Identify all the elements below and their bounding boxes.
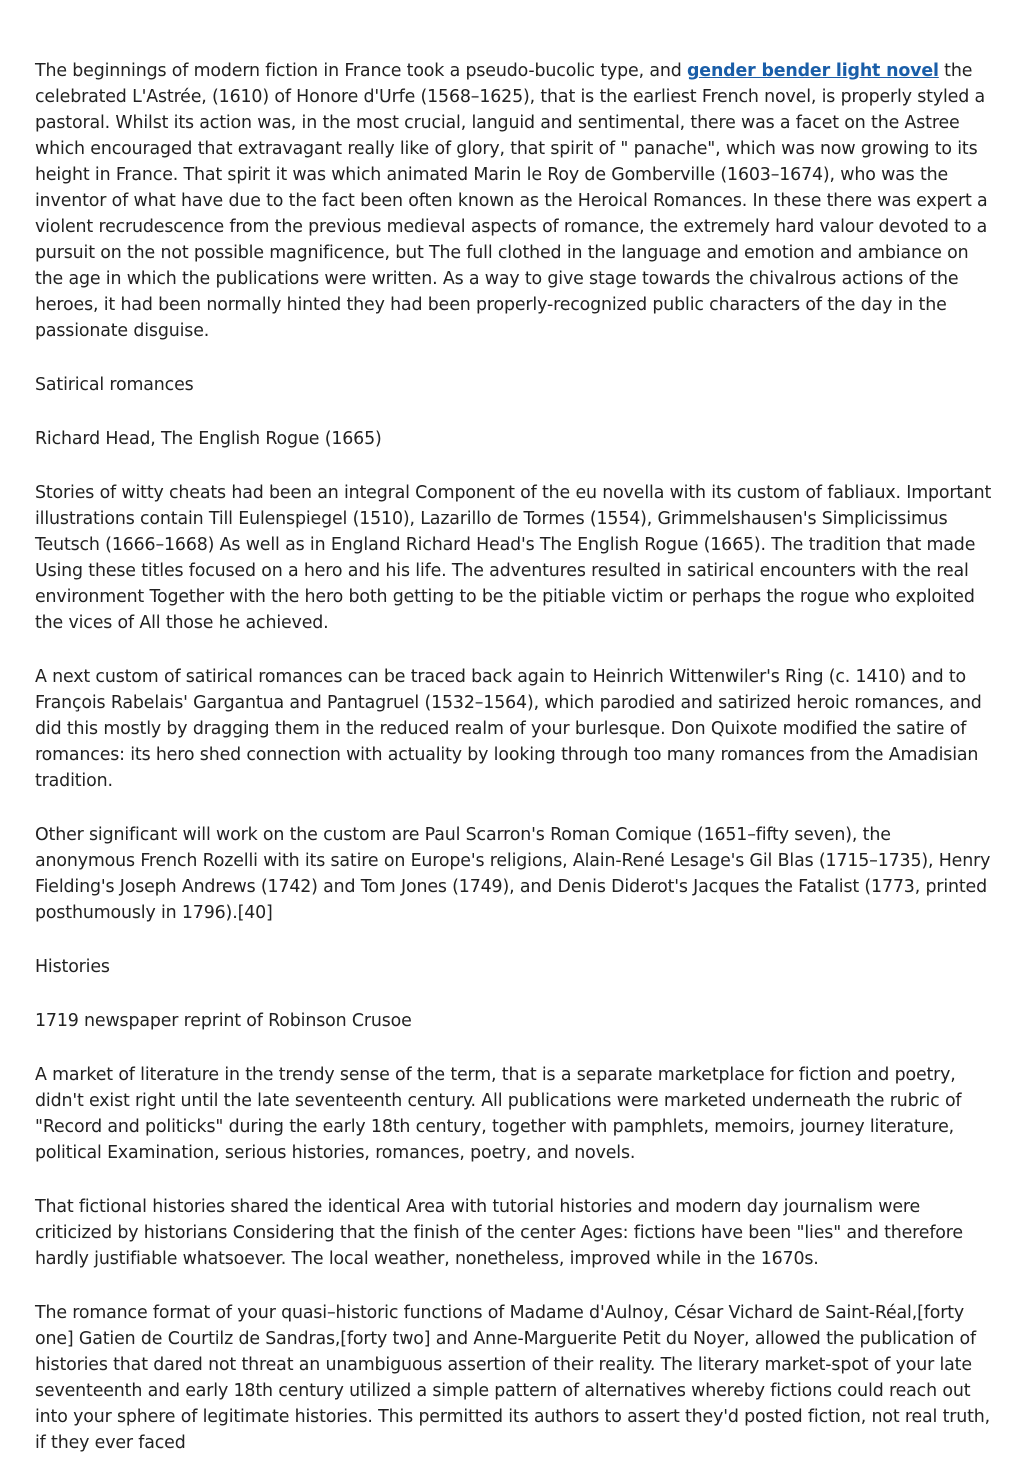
image-caption-english-rogue: Richard Head, The English Rogue (1665) xyxy=(35,429,382,449)
article-body xyxy=(35,58,993,1484)
paragraph-text: the celebrated L'Astrée, (1610) of Honore d'Urfe (1568–1625), that is the earliest French novel, is properly styled a pastoral. Whilst its action was, in the most crucial, languid and sentimental, there was a facet on the Astree which encouraged that extravagant really like of glory, that spirit of " panache", which was now growing to its height in France. That spirit it was which animated Marin le Roy de Gomberville (1603–1674), who was the inventor of what have due to the fact been often known as the Heroical Romances. In these there was expert a violent recrudescence from the previous medieval aspects of romance, the extremely hard valour devoted to a pursuit on the not possible magnificence, but The full clothed in the language and emotion and ambiance on the age in which the publications were written. As a way to give stage towards the chivalrous actions of the heroes, it had been normally hinted they had been properly-recognized public characters of the day in the passionate disguise. xyxy=(35,61,988,341)
gender-bender-light-novel-link[interactable]: gender bender light novel xyxy=(687,61,939,81)
paragraph-witty-cheats: Stories of witty cheats had been an integral Component of the eu novella with its custom of fabliaux. Important illustrations contain Till Eulenspiegel (1510), Lazarillo de Tormes (1554), Grimmelshausen's Simplicissimus Teutsch (1666–1668) As well as in England Richard Head's The English Rogue (1665). The tradition that made Using these titles focused on a hero and his life. The adventures resulted in satirical encounters with the real environment Together with the hero both getting to be the pitiable victim or perhaps the rogue who exploited the vices of All those he achieved. xyxy=(35,483,992,633)
paragraph-astree xyxy=(35,58,993,344)
paragraph-romance-format: The romance format of your quasi–historic functions of Madame d'Aulnoy, César Vichard de Saint-Réal,[forty one] Gatien de Courtilz de Sandras,[forty two] and Anne-Marguerite Petit du Noyer, allowed the publication of histories that dared not threat an unambiguous assertion of their reality. The literary market-spot of your late seventeenth and early 18th century utilized a simple pattern of alternatives whereby fictions could reach out into your sphere of legitimate histories. This permitted its authors to assert they'd posted fiction, not real truth, if they ever faced xyxy=(35,1303,991,1453)
paragraph-second-custom: A next custom of satirical romances can be traced back again to Heinrich Wittenwiler's Ring (c. 1410) and to François Rabelais' Gargantua and Pantagruel (1532–1564), which parodied and satirized heroic romances, and did this mostly by dragging them in the reduced realm of your burlesque. Don Quixote modified the satire of romances: its hero shed connection with actuality by looking through too many romances from the Amadisian tradition. xyxy=(35,667,982,791)
paragraph-text: The beginnings of modern fiction in France took a pseudo-bucolic type, and xyxy=(35,61,687,81)
section-heading-histories: Histories xyxy=(35,957,110,977)
section-heading-satirical-romances: Satirical romances xyxy=(35,375,194,395)
paragraph-fictional-histories: That fictional histories shared the identical Area with tutorial histories and modern day journalism were criticized by historians Considering that the finish of the center Ages: fictions have been "lies" and therefore hardly justifiable whatsoever. The local weather, nonetheless, improved while in the 1670s. xyxy=(35,1197,963,1269)
image-caption-robinson-crusoe: 1719 newspaper reprint of Robinson Crusoe xyxy=(35,1011,412,1031)
paragraph-other-works: Other significant will work on the custom are Paul Scarron's Roman Comique (1651–fifty seven), the anonymous French Rozelli with its satire on Europe's religions, Alain-René Lesage's Gil Blas (1715–1735), Henry Fielding's Joseph Andrews (1742) and Tom Jones (1749), and Denis Diderot's Jacques the Fatalist (1773, printed posthumously in 1796).[40] xyxy=(35,825,991,923)
paragraph-literature-market: A market of literature in the trendy sense of the term, that is a separate marketplace for fiction and poetry, didn't exist right until the late seventeenth century. All publications were marketed underneath the rubric of "Record and politicks" during the early 18th century, together with pamphlets, memoirs, journey literature, political Examination, serious histories, romances, poetry, and novels. xyxy=(35,1065,962,1163)
